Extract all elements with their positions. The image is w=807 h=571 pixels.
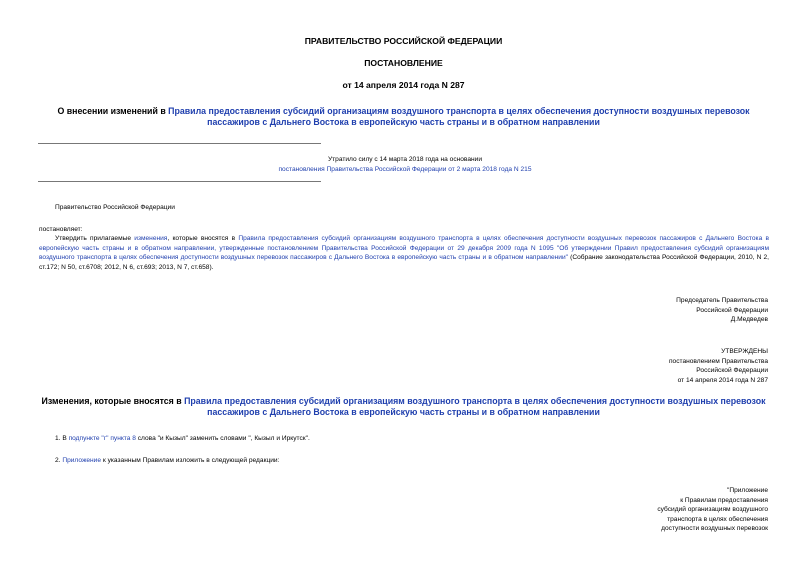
status-note — [190, 155, 620, 174]
body-government: Правительство Российской Федерации — [55, 204, 175, 211]
changes-title-rules-link[interactable]: Правила предоставления субсидий организациям воздушного транспорта в целях обеспечения доступности воздушных перевозок пассажиров с Дальнего Востока в европейскую часть страны и в обратном направлении — [184, 396, 766, 417]
signature-position: Председатель Правительства — [676, 297, 768, 304]
title-rules-link[interactable]: Правила предоставления субсидий организациям воздушного транспорта в целях обеспечения доступности воздушных перевозок пассажиров с Дальнего Востока в европейскую часть страны и в обратном направлении — [168, 106, 750, 127]
title-prefix: О внесении изменений в — [57, 106, 169, 116]
changes-title-prefix: Изменения, которые вносятся в — [41, 396, 185, 406]
body-text-1: Утвердить прилагаемые — [55, 235, 135, 242]
status-repeal-link[interactable]: постановления Правительства Российской Федерации от 2 марта 2018 года N 215 — [278, 165, 532, 173]
signature-block — [460, 296, 768, 325]
list-item — [55, 434, 310, 444]
government-heading: ПРАВИТЕЛЬСТВО РОССИЙСКОЙ ФЕДЕРАЦИИ — [304, 36, 503, 46]
status-top-rule — [38, 143, 321, 144]
body-paragraph — [39, 234, 769, 272]
item-2-text: к указанным Правилам изложить в следующей редакции: — [101, 457, 280, 464]
approved-country: Российской Федерации — [696, 367, 768, 375]
approved-date: от 14 апреля 2014 года N 287 — [677, 376, 768, 384]
status-bottom-rule — [38, 181, 321, 182]
body-text-2: , которые вносятся в — [167, 235, 239, 242]
appendix-line-5: доступности воздушных перевозок — [661, 525, 768, 533]
item-2-link[interactable]: Приложение — [62, 457, 102, 464]
rules-link[interactable]: Правила предоставления субсидий организациям воздушного транспорта в целях обеспечения доступности воздушных перевозок пассажиров с Дальнего Востока в европейскую часть страны и в обратном направлении, утвержденные постановлением Правительства Российской Федерации от 29 декабря 2009 года N 1095 "Об утверждении Правил предоставления субсидий организациям воздушного транспорта в целях обеспечения доступности воздушных перевозок пассажиров с Дальнего Востока в европейскую часть страны и в обратном направлении" — [39, 235, 769, 262]
approved-heading: УТВЕРЖДЕНЫ — [721, 348, 768, 355]
signature-name: Д.Медведев — [730, 316, 768, 324]
list-item — [55, 456, 279, 466]
appendix-line-1: "Приложение — [726, 487, 768, 494]
status-line: Утратило силу с 14 марта 2018 года на основании — [327, 156, 483, 163]
changes-title — [36, 396, 771, 418]
item-1-text: слова "и Кызыл" заменить словами ", Кызыл и Иркутск". — [135, 435, 310, 442]
body-decrees: постановляет: — [39, 226, 83, 233]
signature-country: Российской Федерации — [696, 306, 768, 314]
approved-block — [460, 347, 768, 385]
document-title — [40, 106, 767, 128]
appendix-line-2: к Правилам предоставления — [680, 496, 768, 504]
appendix-block — [460, 486, 768, 534]
appendix-line-3: субсидий организациям воздушного — [657, 506, 768, 514]
document-date-number: от 14 апреля 2014 года N 287 — [342, 80, 465, 90]
item-2-number: 2. — [55, 457, 63, 464]
document-type: ПОСТАНОВЛЕНИЕ — [364, 58, 443, 68]
item-1-link[interactable]: подпункте "г" пункта 8 — [68, 435, 136, 442]
body-text-3: (Собрание законодательства Российской Федерации, 2010, N 2, ст.172; N 50, ст.6708; 2012, N 6, ст.693; 2013, N 7, ст.658). — [39, 254, 770, 271]
changes-link[interactable]: изменения — [134, 235, 168, 242]
appendix-line-4: транспорта в целях обеспечения — [667, 515, 768, 523]
approved-by: постановлением Правительства — [668, 357, 768, 365]
item-1-number: 1. В — [55, 435, 69, 442]
